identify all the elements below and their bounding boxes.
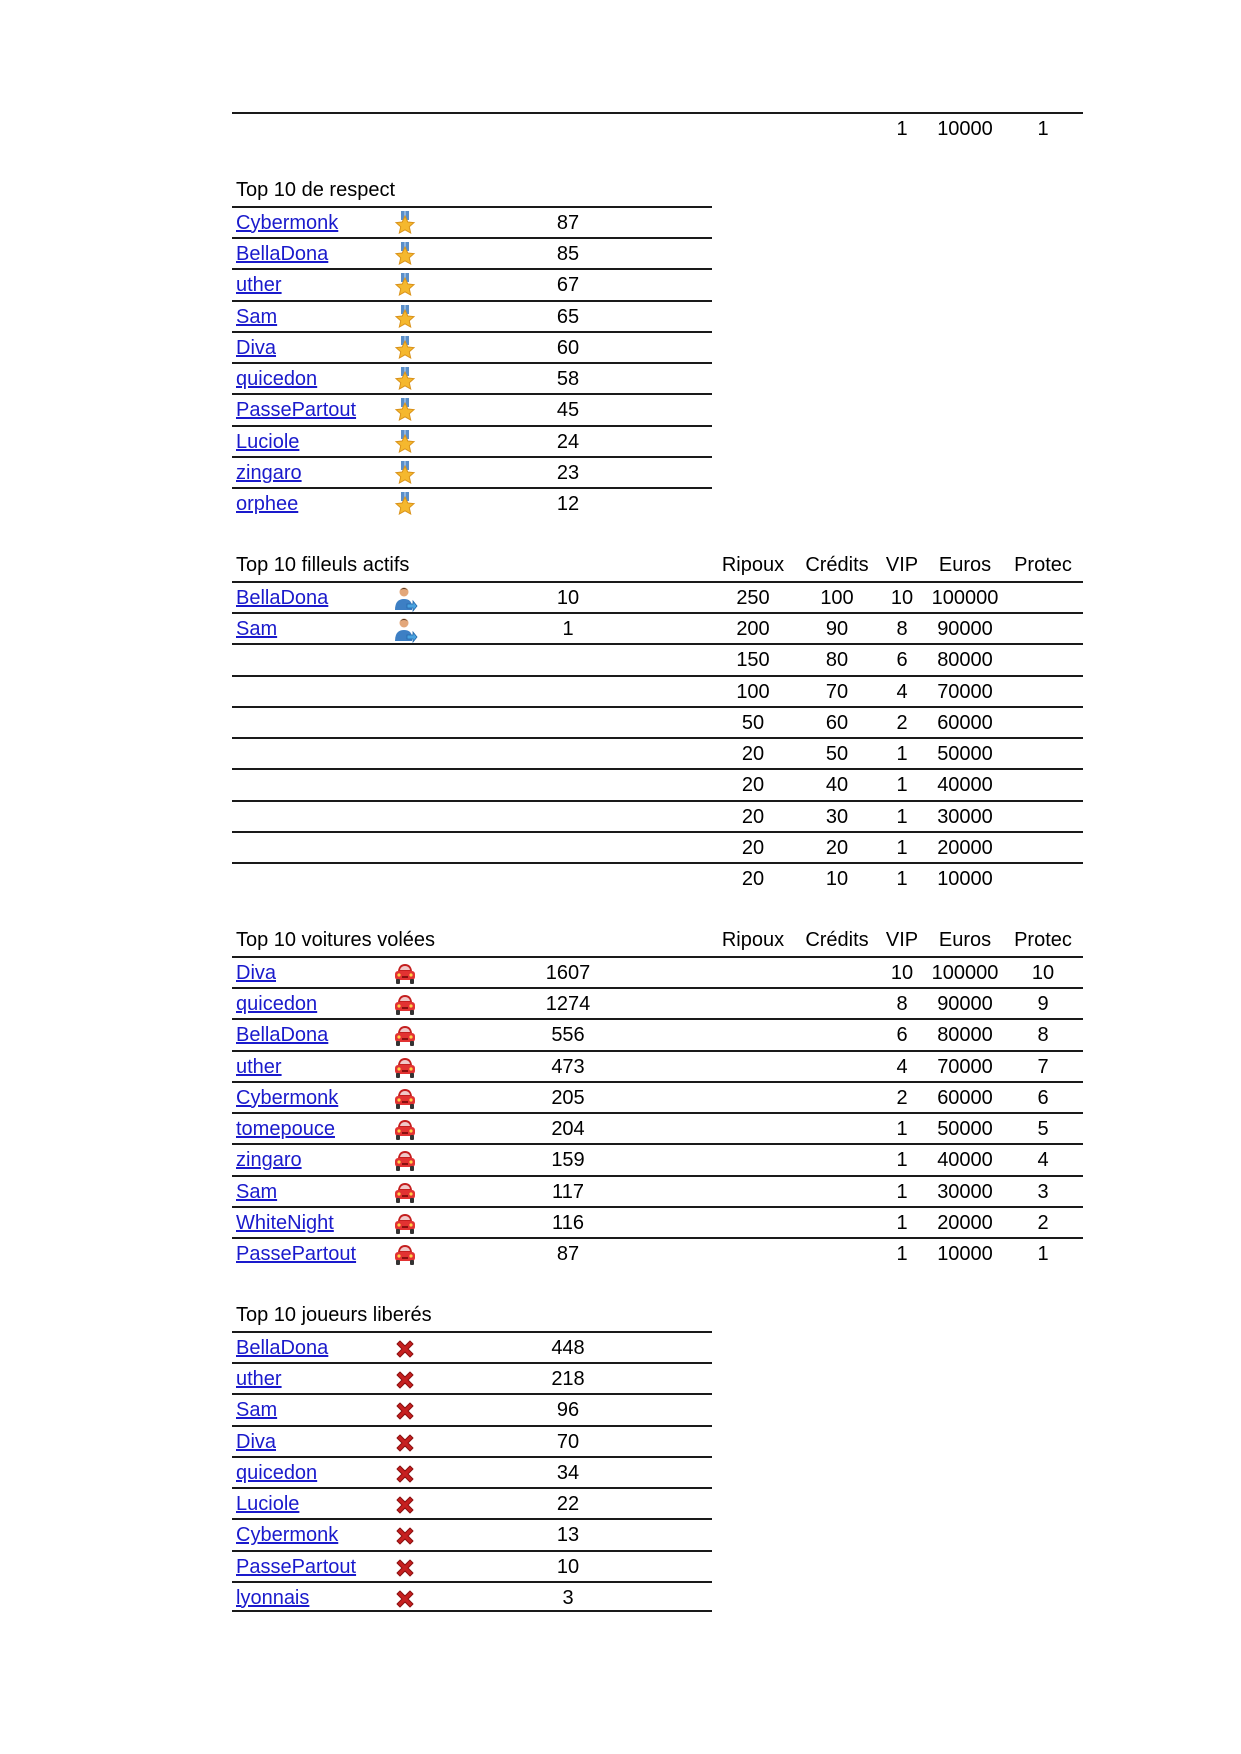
score-cell: 96: [556, 1399, 580, 1422]
table-row: [232, 1456, 712, 1487]
credits-cell: 20: [825, 836, 849, 859]
column-header-euros: Euros: [938, 553, 992, 576]
vip-cell: 4: [896, 1055, 908, 1078]
table-row: [232, 1143, 1083, 1174]
table-row: [232, 456, 712, 487]
vip-cell: 2: [896, 1086, 908, 1109]
vip-cell: 1: [896, 1211, 908, 1234]
credits-cell: 50: [825, 743, 849, 765]
score-cell: 218: [551, 1368, 585, 1390]
euros-cell: 20000: [937, 836, 993, 859]
table-row: [232, 1518, 712, 1549]
player-link[interactable]: Cybermonk: [236, 1524, 339, 1547]
table-row: [232, 768, 1083, 799]
player-link[interactable]: PassePartout: [236, 1243, 357, 1265]
vip-cell: 1: [896, 836, 908, 859]
red-cross-icon: [392, 1586, 418, 1612]
euros-cell: 40000: [937, 774, 993, 797]
player-link[interactable]: lyonnais: [236, 1586, 310, 1609]
player-link[interactable]: Luciole: [236, 1493, 300, 1515]
euros-cell: 60000: [937, 711, 993, 734]
vip-cell: 4: [896, 680, 908, 703]
euros-cell: 50000: [937, 743, 993, 765]
euros-cell: 90000: [937, 618, 993, 640]
ripoux-cell: 20: [741, 743, 765, 765]
table-row: [232, 862, 1083, 893]
ripoux-cell: 20: [741, 868, 765, 890]
euros-cell: 30000: [937, 805, 993, 828]
red-cross-icon: [392, 1398, 418, 1424]
table-row: [232, 1487, 712, 1518]
red-car-icon: [392, 1086, 418, 1112]
credits-cell: 40: [825, 774, 849, 797]
user-referral-icon: [392, 586, 418, 612]
player-link[interactable]: Luciole: [236, 430, 300, 453]
score-cell: 24: [556, 430, 580, 453]
player-link[interactable]: BellaDona: [236, 1024, 329, 1047]
ripoux-cell: 150: [736, 649, 770, 672]
table-row: [232, 1581, 712, 1612]
protec-cell: 6: [1037, 1086, 1049, 1109]
table-row: [232, 1081, 1083, 1112]
vip-cell: 1: [896, 868, 908, 890]
score-cell: 10: [556, 586, 580, 609]
column-header-ripoux: Ripoux: [721, 553, 785, 576]
star-medal-icon: [392, 367, 418, 393]
player-link[interactable]: zingaro: [236, 1149, 302, 1172]
vip-cell: 1: [896, 743, 908, 765]
score-cell: 473: [551, 1055, 585, 1078]
red-cross-icon: [392, 1555, 418, 1581]
red-car-icon: [392, 1023, 418, 1049]
credits-cell: 100: [820, 586, 854, 609]
player-link[interactable]: quicedon: [236, 993, 318, 1015]
credits-cell: 30: [825, 805, 849, 828]
table-row: [232, 1175, 1083, 1206]
star-medal-icon: [392, 492, 418, 518]
protec-cell: 1: [1037, 1243, 1049, 1265]
protec-cell: 9: [1037, 993, 1049, 1015]
score-cell: 85: [556, 243, 580, 265]
column-header-credits: Crédits: [805, 553, 869, 576]
column-header-euros: Euros: [938, 928, 992, 951]
table-row: [232, 206, 712, 237]
red-cross-icon: [392, 1367, 418, 1393]
player-link[interactable]: WhiteNight: [236, 1211, 334, 1234]
player-link[interactable]: uther: [236, 1055, 282, 1078]
ripoux-cell: 200: [736, 618, 770, 640]
section-title: Top 10 de respect: [236, 178, 395, 201]
vip-cell: 8: [896, 618, 908, 640]
euros-cell: 70000: [937, 680, 993, 703]
euros-cell: 100000: [931, 586, 999, 609]
player-link[interactable]: Diva: [236, 961, 277, 984]
section-title: Top 10 voitures volées: [236, 928, 436, 951]
euros-cell: 90000: [937, 993, 993, 1015]
table-row: [232, 425, 712, 456]
red-cross-icon: [392, 1461, 418, 1487]
score-cell: 204: [551, 1118, 585, 1140]
table-row: [232, 706, 1083, 737]
player-link[interactable]: uther: [236, 1368, 282, 1390]
liberes-table-header: [232, 1300, 712, 1331]
table-row: [232, 1362, 712, 1393]
column-header-protec: Protec: [1014, 553, 1072, 576]
euros-cell: 10000: [937, 868, 993, 890]
vip-cell: 6: [896, 649, 908, 672]
score-cell: 13: [556, 1524, 580, 1547]
score-cell: 67: [556, 274, 580, 297]
red-car-icon: [392, 1242, 418, 1268]
star-medal-icon: [392, 461, 418, 487]
euros-cell: 50000: [937, 1118, 993, 1140]
vip-cell: 1: [896, 1243, 908, 1265]
protec-cell: 8: [1037, 1024, 1049, 1047]
star-medal-icon: [392, 430, 418, 456]
table-row: [232, 1550, 712, 1581]
ripoux-cell: 20: [741, 836, 765, 859]
euros-cell: 60000: [937, 1086, 993, 1109]
euros-cell: 100000: [931, 961, 999, 984]
score-cell: 12: [556, 493, 580, 515]
protec-cell: 10: [1031, 961, 1055, 984]
column-header-credits: Crédits: [805, 928, 869, 951]
player-link[interactable]: quicedon: [236, 368, 318, 390]
table-row: [232, 362, 712, 393]
euros-cell: 80000: [937, 1024, 993, 1047]
euros-cell: 10000: [937, 1243, 993, 1265]
star-medal-icon: [392, 305, 418, 331]
protec-cell: 1: [1037, 118, 1049, 140]
score-cell: 58: [556, 368, 580, 390]
table-row: [232, 300, 712, 331]
score-cell: 65: [556, 305, 580, 328]
euros-cell: 70000: [937, 1055, 993, 1078]
score-cell: 556: [551, 1024, 585, 1047]
vip-cell: 1: [896, 1180, 908, 1203]
player-link[interactable]: Cybermonk: [236, 211, 339, 234]
table-row: [232, 831, 1083, 862]
star-medal-icon: [392, 273, 418, 299]
star-medal-icon: [392, 211, 418, 237]
table-row: [232, 737, 1083, 768]
score-cell: 60: [556, 336, 580, 359]
player-link[interactable]: BellaDona: [236, 1336, 329, 1359]
table-row: [232, 487, 712, 518]
protec-cell: 7: [1037, 1055, 1049, 1078]
player-link[interactable]: zingaro: [236, 461, 302, 484]
filleuls-table-header: [232, 550, 1083, 581]
table-row: [232, 956, 1083, 987]
red-car-icon: [392, 961, 418, 987]
table-row: [232, 1050, 1083, 1081]
vip-cell: 1: [896, 1118, 908, 1140]
score-cell: 87: [556, 211, 580, 234]
player-link[interactable]: orphee: [236, 493, 299, 515]
table-row: [232, 112, 1083, 143]
euros-cell: 10000: [937, 118, 993, 140]
vip-cell: 8: [896, 993, 908, 1015]
ripoux-cell: 250: [736, 586, 770, 609]
player-link[interactable]: uther: [236, 274, 282, 297]
table-row: [232, 987, 1083, 1018]
red-car-icon: [392, 1180, 418, 1206]
ripoux-cell: 20: [741, 805, 765, 828]
respect-table-header: [232, 175, 712, 206]
score-cell: 159: [551, 1149, 585, 1172]
credits-cell: 70: [825, 680, 849, 703]
table-row: [232, 581, 1083, 612]
red-car-icon: [392, 1211, 418, 1237]
table-row: [232, 1331, 712, 1362]
vip-cell: 2: [896, 711, 908, 734]
table-row: [232, 393, 712, 424]
player-link[interactable]: Diva: [236, 336, 277, 359]
score-cell: 448: [551, 1336, 585, 1359]
red-car-icon: [392, 992, 418, 1018]
score-cell: 45: [556, 399, 580, 422]
column-header-vip: VIP: [885, 928, 919, 951]
table-row: [232, 612, 1083, 643]
player-link[interactable]: tomepouce: [236, 1118, 335, 1140]
score-cell: 22: [556, 1493, 580, 1515]
score-cell: 205: [551, 1086, 585, 1109]
player-link[interactable]: PassePartout: [236, 399, 357, 422]
vip-cell: 1: [896, 774, 908, 797]
table-row: [232, 1393, 712, 1424]
credits-cell: 60: [825, 711, 849, 734]
user-referral-icon: [392, 617, 418, 643]
credits-cell: 80: [825, 649, 849, 672]
red-car-icon: [392, 1117, 418, 1143]
vip-cell: 6: [896, 1024, 908, 1047]
credits-cell: 90: [825, 618, 849, 640]
table-row: [232, 1237, 1083, 1268]
player-link[interactable]: Cybermonk: [236, 1086, 339, 1109]
red-car-icon: [392, 1148, 418, 1174]
section-title: Top 10 joueurs liberés: [236, 1303, 432, 1326]
player-link[interactable]: Sam: [236, 618, 278, 640]
player-link[interactable]: Sam: [236, 1180, 278, 1203]
player-link[interactable]: BellaDona: [236, 586, 329, 609]
table-row: [232, 237, 712, 268]
vip-cell: 10: [890, 586, 914, 609]
table-row: [232, 268, 712, 299]
score-cell: 10: [556, 1555, 580, 1578]
credits-cell: 10: [825, 868, 849, 890]
section-title: Top 10 filleuls actifs: [236, 553, 410, 576]
player-link[interactable]: PassePartout: [236, 1555, 357, 1578]
score-cell: 87: [556, 1243, 580, 1265]
score-cell: 1607: [545, 961, 591, 984]
star-medal-icon: [392, 242, 418, 268]
ripoux-cell: 20: [741, 774, 765, 797]
score-cell: 1: [562, 618, 574, 640]
score-cell: 23: [556, 461, 580, 484]
table-row: [232, 1018, 1083, 1049]
red-cross-icon: [392, 1523, 418, 1549]
table-row: [232, 1112, 1083, 1143]
score-cell: 34: [556, 1461, 580, 1484]
euros-cell: 80000: [937, 649, 993, 672]
table-row: [232, 675, 1083, 706]
voitures-table-header: [232, 925, 1083, 956]
red-cross-icon: [392, 1430, 418, 1456]
euros-cell: 30000: [937, 1180, 993, 1203]
euros-cell: 40000: [937, 1149, 993, 1172]
vip-cell: 1: [896, 805, 908, 828]
ripoux-cell: 50: [741, 711, 765, 734]
score-cell: 1274: [545, 993, 591, 1015]
protec-cell: 5: [1037, 1118, 1049, 1140]
table-row: [232, 331, 712, 362]
ripoux-cell: 100: [736, 680, 770, 703]
player-link[interactable]: Sam: [236, 305, 278, 328]
score-cell: 116: [552, 1211, 584, 1234]
vip-cell: 10: [890, 961, 914, 984]
score-cell: 3: [562, 1586, 574, 1609]
vip-cell: 1: [896, 118, 908, 140]
red-cross-icon: [392, 1492, 418, 1518]
star-medal-icon: [392, 336, 418, 362]
player-link[interactable]: quicedon: [236, 1461, 318, 1484]
column-header-vip: VIP: [885, 553, 919, 576]
score-cell: 117: [552, 1180, 584, 1203]
player-link[interactable]: BellaDona: [236, 243, 329, 265]
player-link[interactable]: Sam: [236, 1399, 278, 1422]
table-row: [232, 1425, 712, 1456]
column-header-ripoux: Ripoux: [721, 928, 785, 951]
score-cell: 70: [556, 1430, 580, 1453]
table-row: [232, 643, 1083, 674]
table-row: [232, 1206, 1083, 1237]
red-car-icon: [392, 1055, 418, 1081]
table-row: [232, 800, 1083, 831]
red-cross-icon: [392, 1336, 418, 1362]
protec-cell: 2: [1037, 1211, 1049, 1234]
vip-cell: 1: [896, 1149, 908, 1172]
column-header-protec: Protec: [1014, 928, 1072, 951]
euros-cell: 20000: [937, 1211, 993, 1234]
protec-cell: 4: [1037, 1149, 1049, 1172]
protec-cell: 3: [1037, 1180, 1049, 1203]
player-link[interactable]: Diva: [236, 1430, 277, 1453]
star-medal-icon: [392, 398, 418, 424]
